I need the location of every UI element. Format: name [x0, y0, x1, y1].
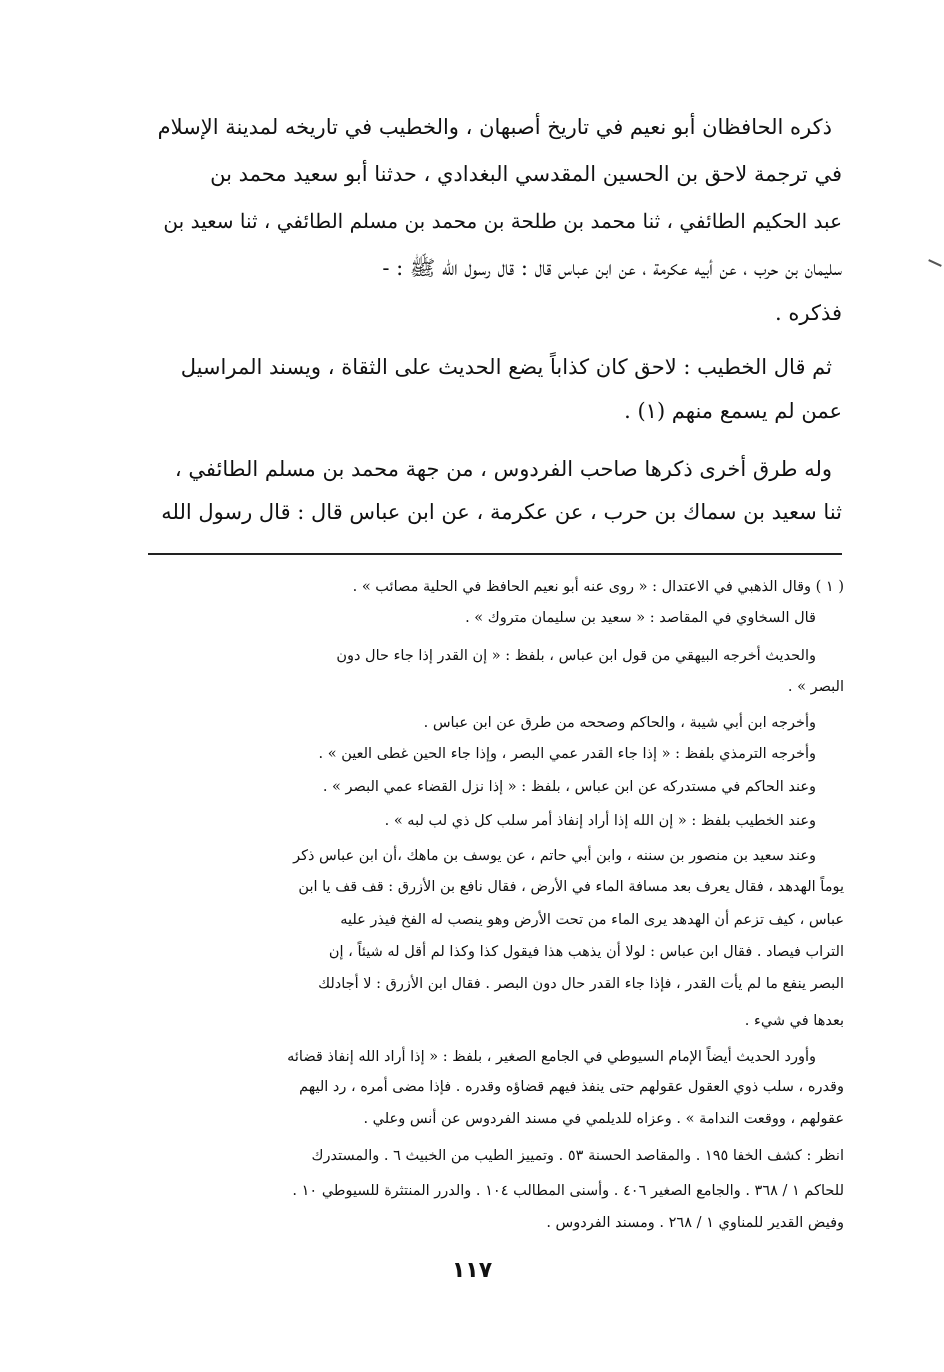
footnote-line: وأخرجه ابن أبي شيبة ، والحاكم وصححه من طرق عن ابن عباس . [423, 715, 816, 731]
main-text-line: عبد الحكيم الطائفي ، ثنا محمد بن طلحة بن محمد بن مسلم الطائفي ، ثنا سعيد بن [163, 209, 842, 233]
footnote-line: وعند الحاكم في مستدركه عن ابن عباس ، بلفظ : « إذا نزل القضاء عمي البصر » . [322, 779, 816, 795]
footnote-line: وأخرجه الترمذي بلفظ : « إذا جاء القدر عمي البصر ، وإذا جاء الحين غطى العين » . [318, 746, 816, 762]
main-text-line: سليمان بن حرب ، عن أبيه عكرمة ، عن ابن عباس قال : قال رسول الله ﷺ : - [382, 256, 842, 280]
footnote-line: وفيض القدير للمناوي ١ / ٢٦٨ . ومسند الفردوس . [546, 1215, 844, 1231]
footnote-line: البصر ينفع ما لم يأت القدر ، فإذا جاء القدر حال دون البصر . فقال ابن الأزرق : لا أجادلك [318, 976, 844, 992]
scan-edge-mark [928, 259, 942, 267]
main-text-line: فذكره . [775, 301, 842, 325]
footnote-line: ( ١ ) وقال الذهبي في الاعتدال : « روى عنه أبو نعيم الحافظ في الحلية مصائب » . [352, 579, 844, 595]
page-number: ١١٧ [451, 1258, 493, 1283]
footnote-line: وعند سعيد بن منصور بن سننه ، وابن أبي حاتم ، عن يوسف بن ماهك ،أن ابن عباس ذكر [293, 848, 816, 864]
footnote-line: والحديث أخرجه البيهقي من قول ابن عباس ، بلفظ : « إن القدر إذا جاء حال دون [336, 648, 816, 664]
footnote-line: للحاكم ١ / ٣٦٨ . والجامع الصغير ٤٠٦ . وأسنى المطالب ١٠٤ . والدرر المنتثرة للسيوطي ١٠ . [292, 1183, 844, 1199]
footnote-line: قال السخاوي في المقاصد : « سعيد بن سليمان متروك » . [465, 610, 816, 626]
main-text-line: ذكره الحافظان أبو نعيم في تاريخ أصبهان ، والخطيب في تاريخه لمدينة الإسلام [157, 115, 832, 139]
footnote-line: عقولهم ، ووقعت الندامة » . وعزاه للديلمي في مسند الفردوس عن أنس وعلي . [363, 1111, 844, 1127]
footnote-line: انظر : كشف الخفا ١٩٥ . والمقاصد الحسنة ٥٣ . وتمييز الطيب من الخبيث ٦ . والمستدرك [311, 1148, 844, 1164]
footnote-line: التراب فيصاد . فقال ابن عباس : لولا أن يذهب هذا فيقول كذا وكذا لم أقل له شيئاً ، إن [328, 944, 844, 960]
main-text-line: في ترجمة لاحق بن الحسين المقدسي البغدادي ، حدثنا أبو سعيد محمد بن [210, 162, 842, 186]
footnote-line: وقدره ، سلب ذوي العقول عقولهم حتى ينفذ فيهم قضاؤه وقدره . فإذا مضى أمره ، رد اليهم [299, 1079, 844, 1095]
main-text-line: ثنا سعيد بن سماك بن حرب ، عن عكرمة ، عن ابن عباس قال : قال رسول الله [161, 500, 842, 524]
footnote-line: وأورد الحديث أيضاً الإمام السيوطي في الجامع الصغير ، بلفظ : « إذا أراد الله إنفاذ قضائه [287, 1049, 816, 1065]
main-text-line: ثم قال الخطيب : لاحق كان كذاباً يضع الحديث على الثقاة ، ويسند المراسيل [180, 355, 832, 379]
footnote-line: البصر » . [787, 679, 844, 695]
footnote-separator [148, 553, 842, 555]
footnote-line: يوماً الهدهد ، فقال يعرف بعد مسافة الماء في الأرض ، فقال نافع بن الأزرق : قف قف يا ابن [298, 879, 844, 895]
main-text-line: عمن لم يسمع منهم (١) . [624, 399, 842, 423]
footnote-line: وعند الخطيب بلفظ : « إن الله إذا أراد إنفاذ أمر سلب كل ذي لب لبه » . [384, 813, 816, 829]
main-text-line: وله طرق أخرى ذكرها صاحب الفردوس ، من جهة محمد بن مسلم الطائفي ، [174, 457, 832, 481]
footnote-line: عباس ، كيف تزعم أن الهدهد يرى الماء من تحت الأرض وهو ينصب له الفخ فيذر عليه [340, 912, 844, 928]
footnote-line: بعدها في شيء . [744, 1013, 844, 1029]
